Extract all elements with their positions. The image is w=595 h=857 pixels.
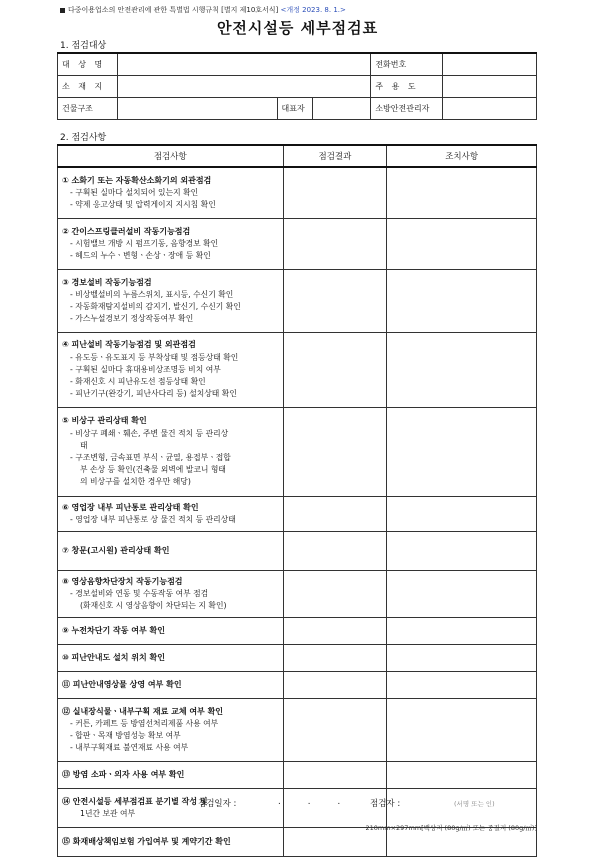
manager-label: 소방안전관리자: [371, 98, 443, 120]
action-cell[interactable]: [387, 270, 537, 333]
check-item-detail: 1년간 보관 여부: [80, 809, 136, 818]
check-item-title: ⑧ 영상음향차단장치 작동기능점검: [62, 576, 183, 586]
result-cell[interactable]: [283, 571, 387, 618]
address-field[interactable]: [117, 76, 370, 98]
check-item-title: ⑨ 누전차단기 작동 여부 확인: [62, 625, 165, 635]
table-row: [58, 333, 537, 408]
check-item-detail: - 자동화재탐지설비의 감지기, 발신기, 수신기 확인: [70, 302, 241, 311]
structure-label: 건물구조: [58, 98, 118, 120]
header-item: 점검사항: [58, 145, 284, 167]
date-label: 점검일자 :: [198, 799, 237, 809]
name-label: 대 상 명: [58, 53, 118, 76]
check-item-detail: - 비상벨설비의 누름스위치, 표시등, 수신기 확인: [70, 289, 234, 299]
action-cell[interactable]: [387, 571, 537, 618]
phone-label: 전화번호: [371, 53, 443, 76]
section1-title: 1. 점검대상: [60, 41, 107, 51]
check-item-detail: 의 비상구를 설치한 경우만 해당): [80, 477, 191, 487]
check-item: [58, 672, 284, 699]
table-row: [58, 497, 537, 532]
check-item-title: ⑫ 실내장식물ㆍ내부구획 재료 교체 여부 확인: [62, 706, 224, 716]
table-row: [58, 532, 537, 571]
check-item-title: ④ 피난설비 작동기능점검 및 외관점검: [62, 340, 196, 350]
result-cell[interactable]: [283, 497, 387, 532]
check-item-title: ⑦ 창문(고시원) 관리상태 확인: [62, 545, 170, 555]
result-cell[interactable]: [283, 270, 387, 333]
action-cell[interactable]: [387, 497, 537, 532]
table-row: [58, 645, 537, 672]
phone-field[interactable]: [443, 53, 537, 76]
check-item: [58, 762, 284, 789]
header-result: 점검결과: [283, 145, 387, 167]
check-item-detail: - 비상구 폐쇄ㆍ훼손, 주변 물건 적치 등 관리상: [70, 428, 229, 438]
action-cell[interactable]: [387, 645, 537, 672]
check-item: [58, 167, 284, 219]
check-item: [58, 571, 284, 618]
check-item: [58, 270, 284, 333]
manager-field[interactable]: [443, 98, 537, 120]
sign-note: (서명 또는 인): [454, 800, 495, 808]
action-cell[interactable]: [387, 699, 537, 762]
result-cell[interactable]: [283, 532, 387, 571]
action-cell[interactable]: [387, 333, 537, 408]
check-item-title: ⑩ 피난안내도 설치 위치 확인: [62, 652, 165, 662]
check-item: [58, 532, 284, 571]
table-row: [58, 699, 537, 762]
revision-link[interactable]: <개정 2023. 8. 1.>: [280, 6, 346, 14]
date-field[interactable]: . . .: [278, 797, 341, 807]
check-item-title: ⑪ 피난안내영상물 상영 여부 확인: [62, 679, 182, 689]
check-item-detail: - 화재신호 시 피난유도선 점등상태 확인: [70, 377, 206, 387]
result-cell[interactable]: [283, 167, 387, 219]
table-row: [58, 167, 537, 219]
result-cell[interactable]: [283, 699, 387, 762]
structure-field[interactable]: [117, 98, 277, 120]
check-item-detail: - 합판ㆍ목재 방염성능 확보 여부: [70, 731, 181, 740]
action-cell[interactable]: [387, 167, 537, 219]
check-item-detail: - 가스누설경보기 정상작동여부 확인: [70, 314, 194, 324]
check-item: [58, 219, 284, 270]
check-item-title: ② 간이스프링클러설비 작동기능점검: [62, 226, 191, 236]
check-item-detail: 부 손상 등 확인(건축물 외벽에 발코니 형태: [80, 465, 226, 475]
page-title: 안전시설등 세부점검표: [216, 19, 379, 37]
check-item: [58, 645, 284, 672]
use-label: 주 용 도: [371, 76, 443, 98]
action-cell[interactable]: [387, 672, 537, 699]
result-cell[interactable]: [283, 672, 387, 699]
law-reference: 다중이용업소의 안전관리에 관한 특별법 시행규칙 [별지 제10호서식]: [68, 6, 279, 14]
check-item-detail: - 경보설비와 연동 및 수동작동 여부 점검: [70, 588, 209, 598]
check-item-detail: - 구획된 실마다 설치되어 있는지 확인: [70, 187, 199, 197]
check-item-title: ① 소화기 또는 자동확산소화기의 외관점검: [62, 175, 212, 185]
result-cell[interactable]: [283, 219, 387, 270]
check-item-title: ⑮ 화재배상책임보험 가입여부 및 계약기간 확인: [62, 836, 231, 846]
check-item-detail: - 구조변형, 금속표면 부식ㆍ균열, 용접부ㆍ접합: [70, 453, 231, 462]
check-item-detail: - 헤드의 누수ㆍ변형ㆍ손상ㆍ장애 등 확인: [70, 251, 211, 261]
checklist-rows: [58, 167, 537, 857]
check-item: [58, 408, 284, 497]
table-row: [58, 789, 537, 828]
check-item: [58, 333, 284, 408]
check-item-detail: (화재신호 시 영상음향이 차단되는 지 확인): [80, 601, 227, 611]
check-item: [58, 699, 284, 762]
square-bullet-icon: [60, 8, 65, 13]
target-table: [57, 52, 537, 120]
section2-title: 2. 점검사항: [60, 133, 107, 143]
check-item-title: ⑬ 방염 소파ㆍ의자 사용 여부 확인: [62, 769, 185, 779]
check-item-detail: - 유도등ㆍ유도표지 등 부착상태 및 점등상태 확인: [70, 352, 239, 362]
check-item: [58, 789, 284, 828]
check-item: [58, 497, 284, 532]
table-row: [58, 408, 537, 497]
result-cell[interactable]: [283, 645, 387, 672]
check-item-detail: - 약제 응고상태 및 압력게이지 지시침 확인: [70, 200, 216, 210]
check-item-detail: - 커튼, 카페트 등 방염선처리제품 사용 여부: [70, 718, 219, 728]
action-cell[interactable]: [387, 618, 537, 645]
check-item-detail: - 시험밸브 개방 시 펌프기동, 음향경보 확인: [70, 238, 219, 248]
result-cell[interactable]: [283, 333, 387, 408]
check-item-detail: - 영업장 내부 피난통로 상 물건 적치 등 관리상태: [70, 515, 236, 524]
check-item: [58, 618, 284, 645]
check-item-detail: - 내부구획재료 불연재료 사용 여부: [70, 743, 189, 753]
table-row: [58, 219, 537, 270]
action-cell[interactable]: [387, 408, 537, 497]
table-row: [58, 270, 537, 333]
rep-field[interactable]: [313, 98, 371, 120]
address-label: 소 재 지: [58, 76, 118, 98]
check-item-detail: - 구획된 실마다 휴대용비상조명등 비치 여부: [70, 364, 221, 374]
check-item-detail: - 피난기구(완강기, 피난사다리 등) 설치상태 확인: [70, 389, 237, 399]
check-item-detail: 태: [80, 440, 88, 450]
checklist-table: [57, 144, 537, 857]
result-cell[interactable]: [283, 618, 387, 645]
form-reference: [60, 5, 346, 15]
result-cell[interactable]: [283, 408, 387, 497]
table-row: [58, 571, 537, 618]
check-item: [58, 828, 284, 857]
inspector-label: 점검자 :: [370, 799, 401, 809]
use-field[interactable]: [443, 76, 537, 98]
name-field[interactable]: [117, 53, 370, 76]
table-row: [58, 762, 537, 789]
result-cell[interactable]: [283, 762, 387, 789]
rep-label: 대표자: [277, 98, 313, 120]
action-cell[interactable]: [387, 762, 537, 789]
check-item-title: ⑭ 안전시설등 세부점검표 분기별 작성 및: [62, 796, 208, 806]
action-cell[interactable]: [387, 219, 537, 270]
check-item-title: ③ 경보설비 작동기능점검: [62, 277, 152, 287]
check-item-title: ⑤ 비상구 관리상태 확인: [62, 416, 147, 426]
paper-spec: 210mm×297mm[백상지 (80g/㎡) 또는 중질지 (80g/㎡)]: [365, 824, 537, 832]
action-cell[interactable]: [387, 532, 537, 571]
check-item-title: ⑥ 영업장 내부 피난통로 관리상태 확인: [62, 502, 199, 512]
action-cell[interactable]: [387, 789, 537, 828]
header-action: 조치사항: [387, 145, 537, 167]
table-row: [58, 618, 537, 645]
table-row: [58, 672, 537, 699]
